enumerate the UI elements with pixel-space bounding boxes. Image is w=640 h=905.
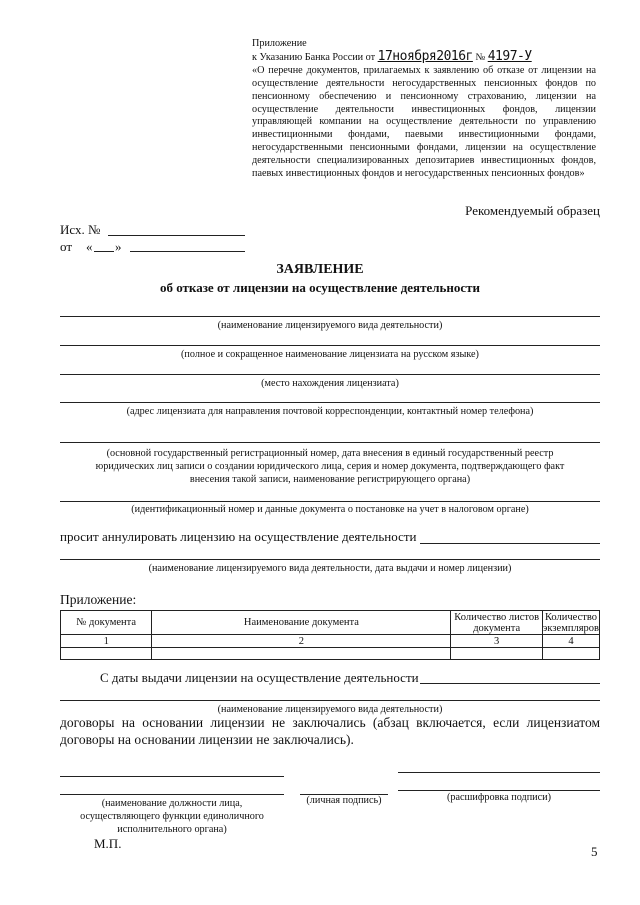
- col-number-1: 1: [61, 635, 152, 648]
- caption-signature: (личная подпись): [306, 795, 382, 806]
- header-doc-name: Наименование документа: [152, 611, 451, 635]
- request-text: просит аннулировать лицензию на осуществление деятельности: [60, 529, 417, 544]
- annex-ref-text: к Указанию Банка России от: [252, 51, 376, 63]
- since-issue-text: С даты выдачи лицензии на осуществление деятельности: [100, 670, 419, 685]
- annex-title: Приложение: [252, 38, 307, 49]
- col-number-3: 3: [451, 635, 543, 648]
- request-activity-field[interactable]: [420, 543, 600, 544]
- outgoing-date-label: от: [60, 239, 73, 254]
- table-header-row: [61, 611, 600, 635]
- annex-reference: [252, 48, 596, 65]
- col-number-4: 4: [542, 635, 599, 648]
- position-field-1[interactable]: [60, 776, 284, 777]
- outgoing-day-field[interactable]: [94, 251, 114, 252]
- quote-close: »: [115, 239, 122, 254]
- outgoing-number-label: Исх. №: [60, 222, 101, 237]
- appendix-table: [60, 610, 600, 660]
- annex-body: «О перечне документов, прилагаемых к заявлению об отказе от лицензии на осуществление деятельности негосударственных пенсионных фондов по пенсионному обеспечению и пенсионному страхованию, лицензии на осуществление деятельности инвестиционных фондов, лицензии управляющей компании на осуществление деятельности по управлению инвестиционными фондами, паевыми инвестиционными фондами, негосударственными пенсионными фондами, лицензии на осуществление деятельности специализированных депозитариев инвестиционных фондов, паевых инвестиционных фондов и негосударственных пенсионных фондов»: [252, 64, 596, 180]
- quote-open: «: [86, 239, 93, 254]
- annex-date: 17ноября2016г: [377, 48, 473, 64]
- caption-registration-3: внесения такой записи, наименование регистрирующего органа): [189, 474, 471, 485]
- header-sheet-count: Количество листов документа: [451, 611, 543, 635]
- table-cell[interactable]: [152, 648, 451, 660]
- caption-licensee-name: (полное и сокращенное наименование лицензиата на русском языке): [181, 349, 479, 360]
- table-cell[interactable]: [61, 648, 152, 660]
- annex-num-sign: №: [475, 51, 486, 63]
- table-cell[interactable]: [451, 648, 543, 660]
- caption-license-details: (наименование лицензируемого вида деятельности, дата выдачи и номер лицензии): [148, 563, 512, 574]
- license-details-field[interactable]: [60, 559, 600, 560]
- caption-activity: (наименование лицензируемого вида деятельности): [217, 320, 443, 331]
- table-number-row: [61, 635, 600, 648]
- since-details-field[interactable]: [60, 700, 600, 701]
- header-copy-count: Количество экземпляров: [542, 611, 599, 634]
- caption-activity-2: (наименование лицензируемого вида деятельности): [217, 704, 443, 715]
- registration-field[interactable]: [60, 442, 600, 443]
- caption-address: (адрес лицензиата для направления почтовой корреспонденции, контактный номер телефона): [126, 406, 534, 417]
- document-subtitle: об отказе от лицензии на осуществление деятельности: [159, 280, 481, 295]
- licensee-name-field[interactable]: [60, 345, 600, 346]
- caption-position-3: исполнительного органа): [117, 824, 227, 835]
- outgoing-date-field[interactable]: [130, 251, 245, 252]
- tax-id-field[interactable]: [60, 501, 600, 502]
- table-cell[interactable]: [542, 648, 599, 660]
- outgoing-number-field[interactable]: [108, 235, 245, 236]
- caption-decoding: (расшифровка подписи): [447, 792, 551, 803]
- table-row[interactable]: [61, 648, 600, 660]
- caption-tax-id: (идентификационный номер и данные документа о постановке на учет в налоговом органе): [131, 504, 529, 515]
- contracts-clause: договоры на основании лицензии не заключались (абзац включается, если лицензиатом договоры на основании лицензии не заключались).: [60, 715, 600, 747]
- caption-position-2: осуществляющего функции единоличного: [80, 811, 264, 822]
- annex-block: [252, 38, 596, 181]
- annex-number: 4197-У: [487, 48, 532, 64]
- stamp-placeholder: М.П.: [94, 836, 122, 851]
- address-field[interactable]: [60, 402, 600, 403]
- header-doc-number: № документа: [61, 611, 152, 635]
- location-field[interactable]: [60, 374, 600, 375]
- position-field-2[interactable]: [60, 794, 284, 795]
- caption-registration-1: (основной государственный регистрационный номер, дата внесения в единый государственный реестр: [106, 448, 554, 459]
- caption-position-1: (наименование должности лица,: [101, 798, 243, 809]
- document-title: ЗАЯВЛЕНИЕ: [276, 262, 364, 277]
- activity-name-field[interactable]: [60, 316, 600, 317]
- decoding-field-1[interactable]: [398, 772, 600, 773]
- page-number: 5: [591, 844, 598, 859]
- col-number-2: 2: [152, 635, 451, 648]
- caption-location: (место нахождения лицензиата): [261, 378, 399, 389]
- caption-registration-2: юридических лиц записи о создании юридического лица, серия и номер документа, подтверждающего факт: [95, 461, 565, 472]
- decoding-field-2[interactable]: [398, 790, 600, 791]
- since-activity-field[interactable]: [420, 683, 600, 684]
- recommended-sample: Рекомендуемый образец: [465, 203, 600, 218]
- appendix-label: Приложение:: [60, 592, 137, 607]
